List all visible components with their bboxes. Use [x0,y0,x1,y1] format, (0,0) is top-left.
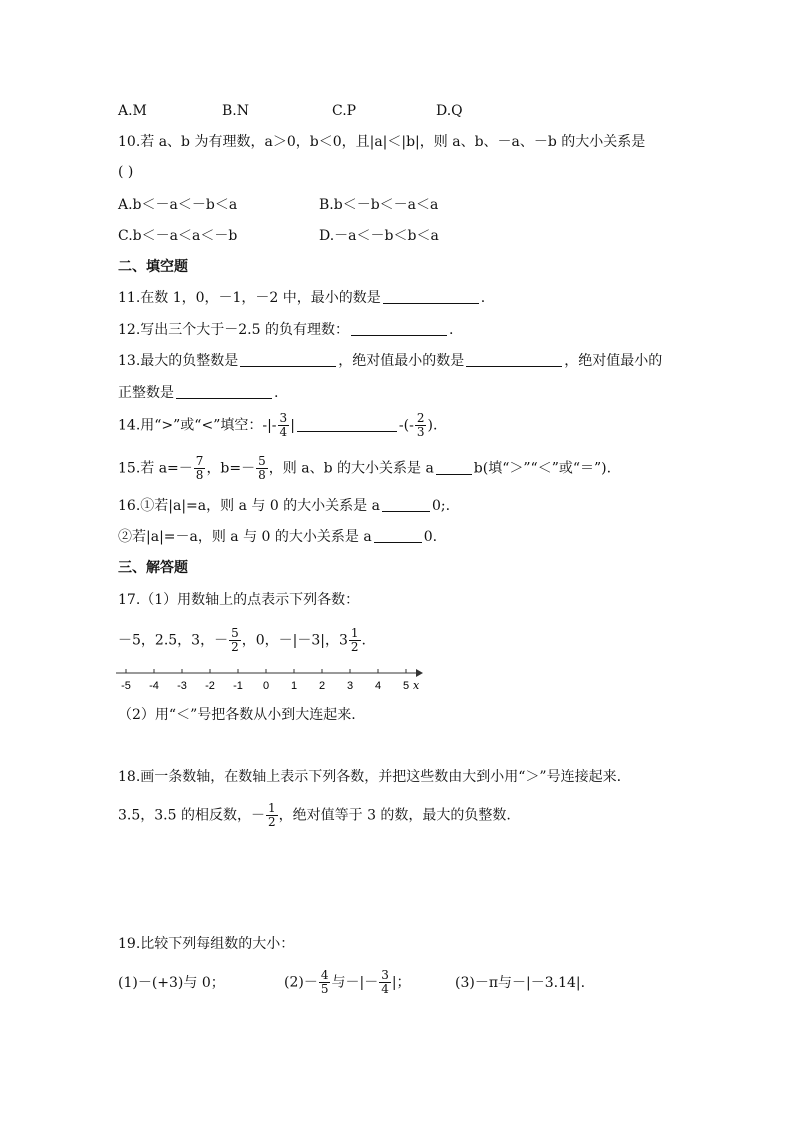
q14-fraction-1 [278,412,290,439]
q19-item-2-text-2: 与－|－ [331,974,379,991]
q15-blank[interactable] [436,460,472,475]
q10-options-row2 [118,226,439,246]
q18-text-2: ，绝对值等于 3 的数，最大的负整数. [278,807,511,824]
q12-text: 12.写出三个大于－2.5 的负有理数： [118,322,349,338]
q19-item-2 [284,969,455,996]
q19-items [118,969,585,996]
q15-fraction-2 [256,455,268,482]
q19-item-2-text-3: |； [391,974,411,991]
number-line-tick-label: -2 [205,680,215,692]
q14-end: ). [427,417,438,434]
q14-fraction-1-num: 3 [279,411,288,425]
number-line [116,664,426,696]
q14-fraction-2-num: 2 [416,411,425,425]
q13-text-3: ，绝对值最小的 [564,353,663,369]
number-line-tick-label: 2 [318,680,326,692]
q15-fraction-2-den: 8 [258,468,266,482]
q10-option-c: C.b＜－a＜a＜－b [118,228,238,244]
q16-part2-text: ②若|a|=－a，则 a 与 0 的大小关系是 a [118,529,372,545]
q11-blank[interactable] [383,289,479,304]
q12 [118,320,453,340]
number-line-axis-label: x [413,679,420,692]
q17-numbers [118,627,366,654]
q16-part2-blank[interactable] [374,528,422,543]
q19-item-2-fraction-2 [379,969,391,996]
q16-part2 [118,527,437,547]
q12-blank[interactable] [351,321,447,336]
q17-numbers-text-2: ，0，－|－3|，3 [241,632,348,649]
q11 [118,288,485,308]
q13-text-2: ，绝对值最小的数是 [338,353,465,369]
q14-fraction-1-den: 4 [279,425,288,439]
q15-text-4: b(填“＞”“＜”或“＝”). [473,460,612,477]
q15-fraction-2-num: 5 [258,454,266,468]
q15-text-2: ，b=－ [206,460,256,477]
q9-option-a: A.M [118,103,147,119]
q13-line2 [118,383,278,403]
number-line-tick-label: -3 [177,680,187,692]
q18-fraction [266,802,278,829]
q13-text-1: 13.最大的负整数是 [118,353,239,369]
number-line-tick-label: 5 [402,680,410,692]
number-line-tick-label: -4 [149,680,159,692]
q17-part2: （2）用“＜”号把各数从小到大连起来. [118,707,356,723]
section-fill-in-title: 二、填空题 [118,259,188,275]
section-answer-title: 三、解答题 [118,560,188,576]
q18-fraction-den: 2 [267,815,276,829]
q14-text-1: 14.用“>”或“<”填空：-|- [118,417,277,434]
number-line-tick-label: -5 [121,680,131,692]
q19-item-2-fraction-1 [319,969,331,996]
q14-blank[interactable] [297,417,397,432]
q10-option-b: B.b＜－b＜－a＜a [319,197,439,213]
number-line-tick-label: 1 [290,680,298,692]
q13-blank-2[interactable] [466,352,562,367]
q19-item-1: (1)－(+3)与 0； [118,974,225,991]
q13-blank-1[interactable] [240,352,336,367]
q18-line2 [118,802,511,829]
q14 [118,412,437,439]
q17-fraction-2 [349,627,361,654]
q13-end: . [274,385,279,401]
q16-part2-end: 0. [423,529,438,545]
number-line-tick-label: 4 [374,680,382,692]
q16-part1-blank[interactable] [382,497,430,512]
q17-fraction-2-den: 2 [350,640,359,654]
q14-fraction-2 [415,412,427,439]
q16-part1-end: 0;. [431,498,451,514]
q18-line1: 18.画一条数轴，在数轴上表示下列各数，并把这些数由大到小用“＞”号连接起来. [118,769,622,785]
q15-fraction-1-num: 7 [195,454,204,468]
q15-fraction-1-den: 8 [195,468,204,482]
q11-end: . [480,290,486,306]
q14-fraction-2-den: 3 [416,425,425,439]
q13-text-4: 正整数是 [118,385,174,401]
number-line-tick-label: 0 [262,680,270,692]
q12-end: . [448,322,454,338]
number-line-tick-label: -1 [233,680,243,692]
q16-part1 [118,496,450,516]
number-line-arrow-icon [416,669,423,677]
q9-option-c: C.P [332,103,357,119]
number-line-ticks [121,669,409,692]
q15-text-1: 15.若 a=－ [118,460,193,477]
q19-item-2-fraction-2-num: 3 [381,968,389,982]
q16-part1-text: 16.①若|a|=a，则 a 与 0 的大小关系是 a [118,498,380,514]
q17-fraction-1-num: 5 [231,626,239,640]
q17-fraction-2-num: 1 [350,626,359,640]
q10-stem: 10.若 a、b 为有理数，a＞0，b＜0，且|a|＜|b|，则 a、b、－a、－b 的大小关系是 [118,134,646,150]
q19-item-3: (3)－π与－|－3.14|. [455,974,586,991]
q18-fraction-num: 1 [267,801,276,815]
q17-head: 17.（1）用数轴上的点表示下列各数： [118,592,360,608]
q9-options [118,101,463,121]
q10-options-row1 [118,195,438,215]
q18-text-1: 3.5，3.5 的相反数，－ [118,807,265,824]
q14-text-3: -(- [398,417,414,434]
q15-fraction-1 [194,455,206,482]
q17-fraction-1-den: 2 [231,640,239,654]
q19-item-2-fraction-2-den: 4 [381,982,389,996]
q17-numbers-end: . [361,632,366,649]
q11-text: 11.在数 1，0，－1，－2 中，最小的数是 [118,290,381,306]
q19-item-2-text-1: (2)－ [284,974,318,991]
q9-option-b: B.N [222,103,249,119]
q13-blank-3[interactable] [176,384,272,399]
q10-option-a: A.b＜－a＜－b＜a [118,197,238,213]
q15-text-3: ，则 a、b 的大小关系是 a [268,460,434,477]
number-line-tick-label: 3 [346,680,354,692]
q13-line1 [118,351,662,371]
q9-option-d: D.Q [436,103,463,119]
q15 [118,455,611,482]
q19-item-2-fraction-1-den: 5 [320,982,329,996]
q14-text-2: | [290,417,295,434]
q19-item-2-fraction-1-num: 4 [320,968,329,982]
q17-numbers-text-1: －5，2.5，3，－ [118,632,229,649]
q17-fraction-1 [229,627,241,654]
q10-option-d: D.－a＜－b＜b＜a [319,228,439,244]
q19-head: 19.比较下列每组数的大小： [118,936,295,952]
q10-paren: ( ) [118,164,134,180]
